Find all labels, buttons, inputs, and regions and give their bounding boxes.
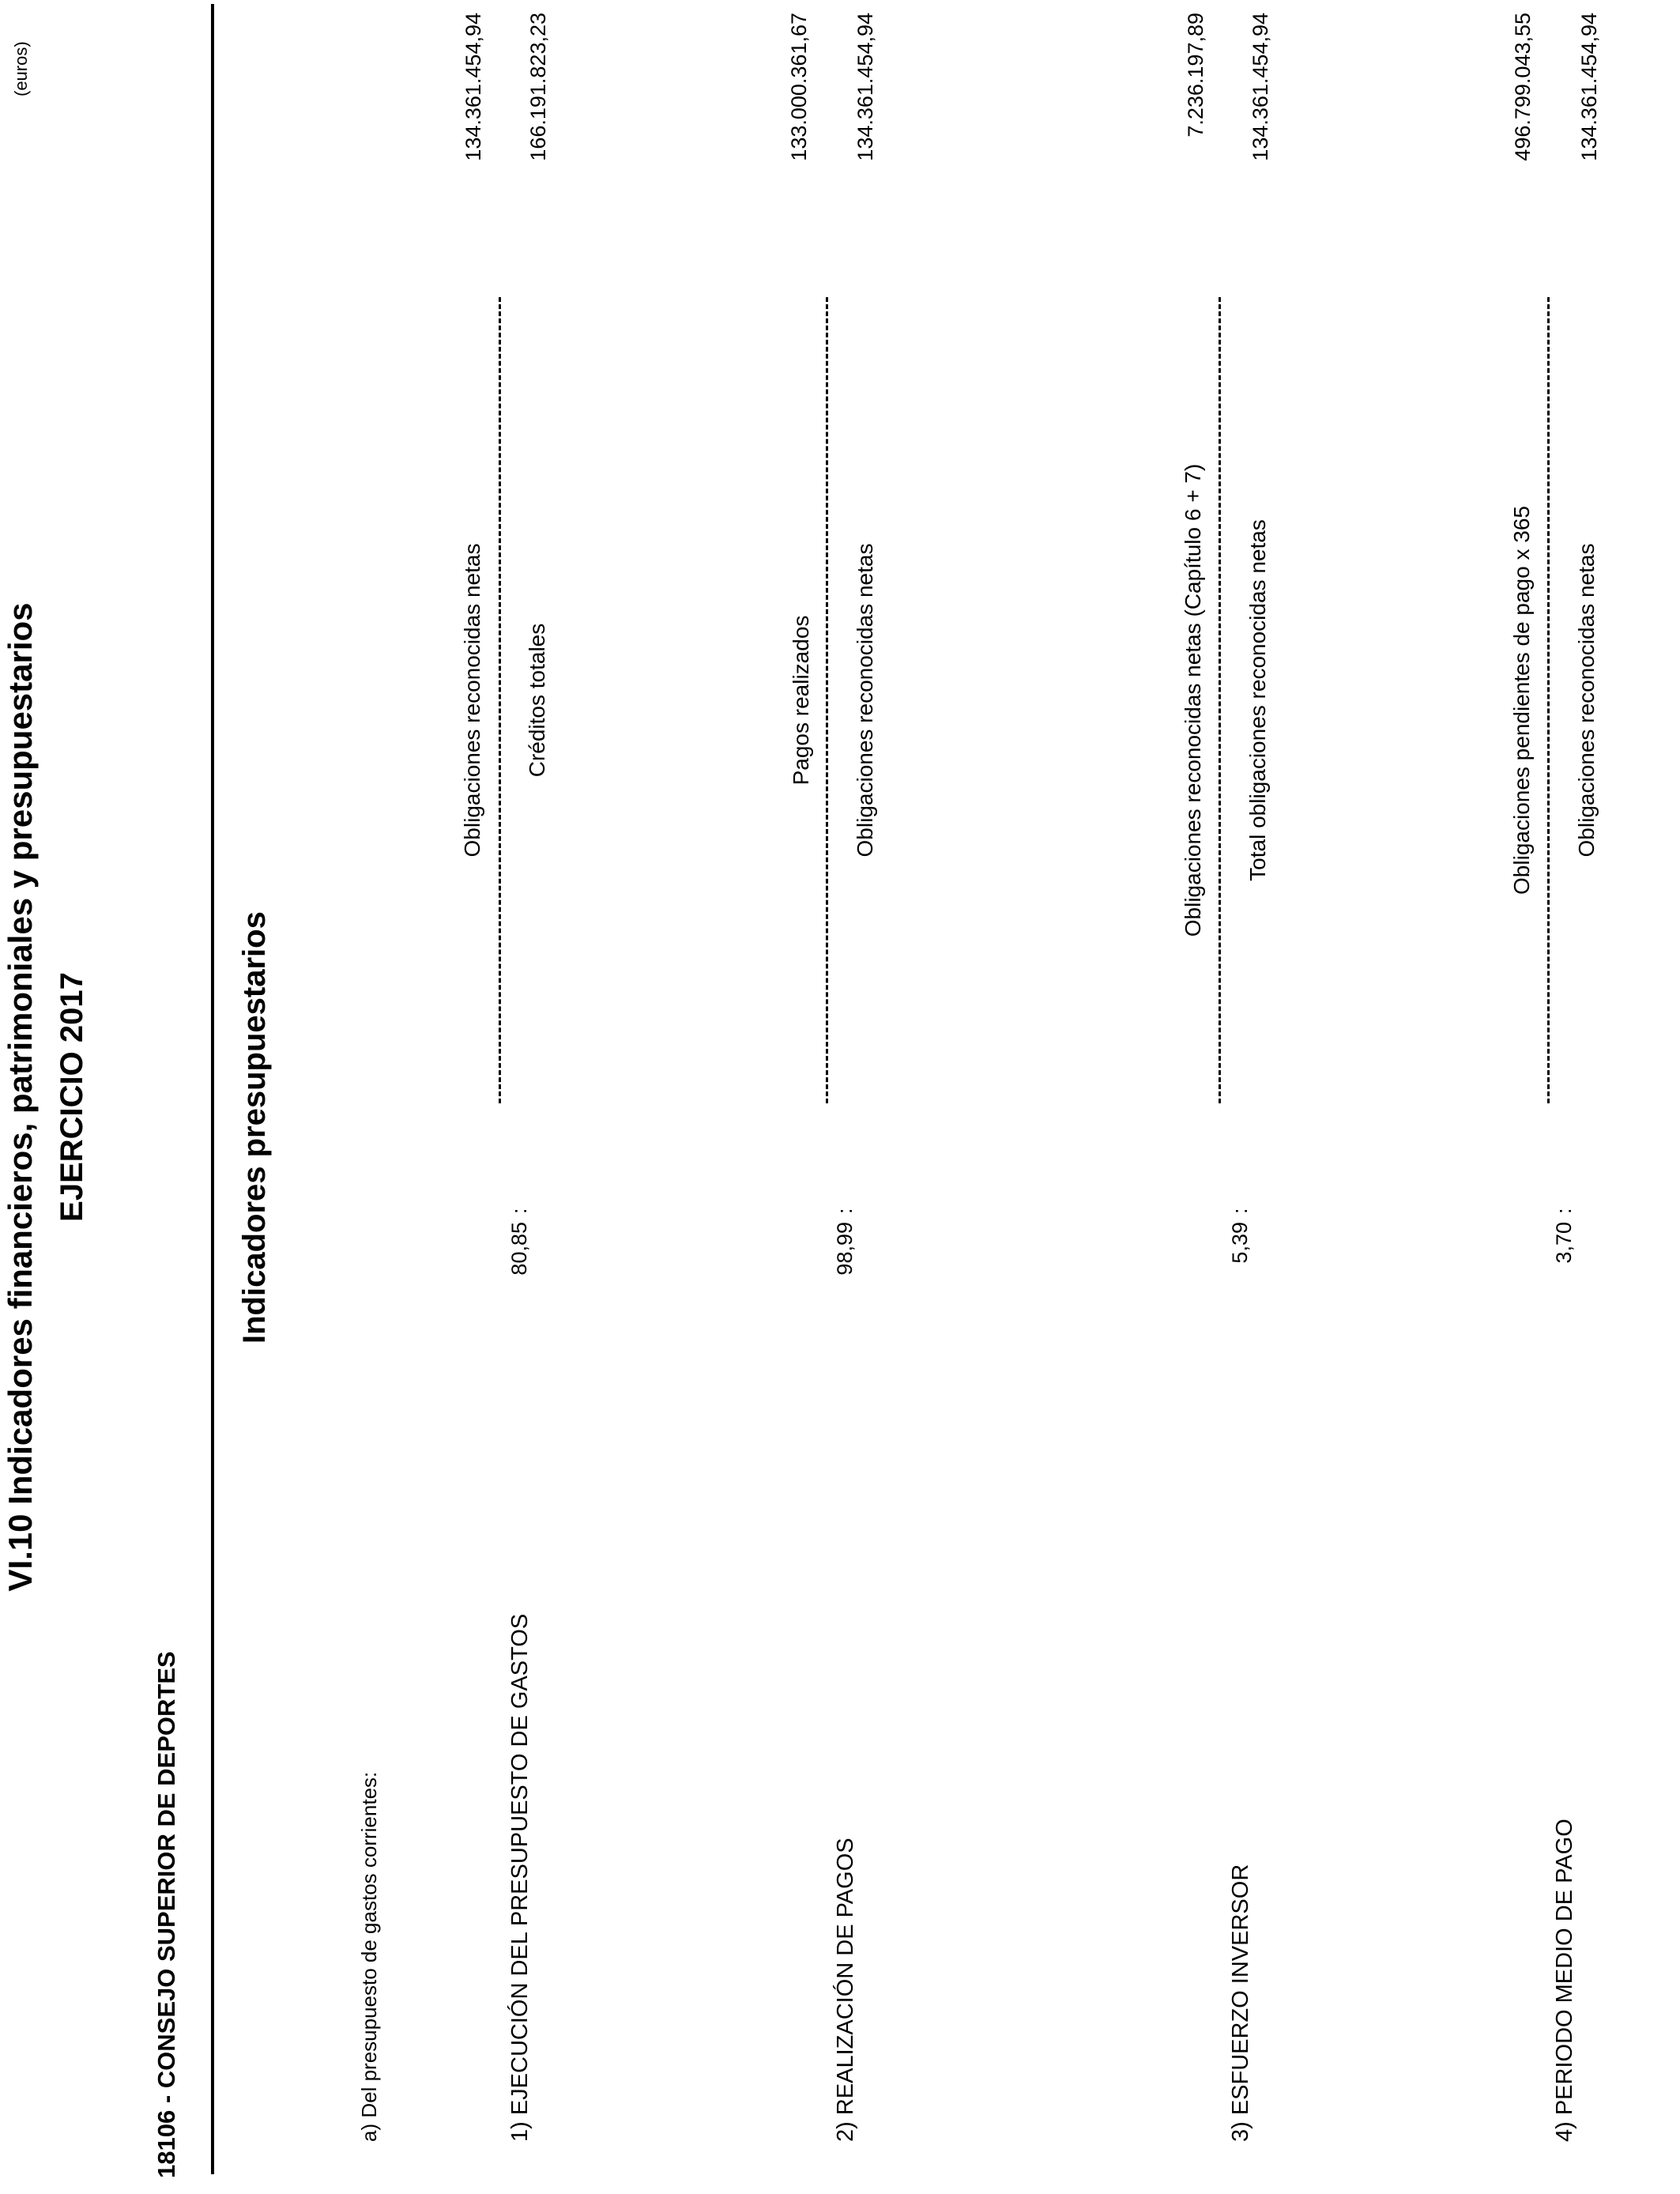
numerator-label: Obligaciones pendientes de pago x 365 <box>1509 506 1534 895</box>
report-title: VI.10 Indicadores financieros, patrimoniales y presupuestarios <box>2 602 39 1592</box>
denominator-amount: 166.191.823,23 <box>526 13 550 161</box>
fraction-line <box>1547 297 1550 1103</box>
indicator-value: 80,85 <box>507 1222 531 1276</box>
numerator-amount: 7.236.197,89 <box>1184 13 1207 138</box>
indicator-value: 98,99 <box>833 1222 857 1276</box>
denominator-amount: 134.361.454,94 <box>1249 13 1272 161</box>
indicator-colon: : <box>1552 1208 1576 1214</box>
numerator-amount: 496.799.043,55 <box>1511 13 1535 161</box>
indicator-colon: : <box>1228 1208 1252 1214</box>
numerator-label: Obligaciones reconocidas netas (Capítulo 6 + 7) <box>1181 463 1205 937</box>
denominator-amount: 134.361.454,94 <box>1577 13 1601 161</box>
header-rule <box>211 4 214 2174</box>
units-label: (euros) <box>11 41 31 96</box>
numerator-amount: 133.000.361,67 <box>787 13 811 161</box>
section-title: Indicadores presupuestarios <box>237 911 272 1344</box>
denominator-label: Créditos totales <box>525 623 549 778</box>
indicator-name: 3) ESFUERZO INVERSOR <box>1228 1864 1253 2142</box>
indicator-value: 5,39 <box>1228 1222 1252 1264</box>
numerator-amount: 134.361.454,94 <box>461 13 485 161</box>
indicator-name: 4) PERIODO MEDIO DE PAGO <box>1552 1819 1577 2142</box>
indicator-name: 2) REALIZACIÓN DE PAGOS <box>833 1838 858 2142</box>
fraction-line <box>826 297 828 1103</box>
exercise-year: EJERCICIO 2017 <box>55 972 89 1222</box>
fraction-line <box>499 297 501 1103</box>
fraction-line <box>1219 297 1221 1103</box>
denominator-amount: 134.361.454,94 <box>853 13 877 161</box>
indicator-value: 3,70 <box>1552 1222 1576 1264</box>
indicator-colon: : <box>833 1208 857 1214</box>
numerator-label: Obligaciones reconocidas netas <box>460 543 484 858</box>
denominator-label: Total obligaciones reconocidas netas <box>1245 519 1270 881</box>
indicator-colon: : <box>507 1208 531 1214</box>
numerator-label: Pagos realizados <box>789 615 813 786</box>
entity-name: 18106 - CONSEJO SUPERIOR DE DEPORTES <box>153 1651 180 2178</box>
indicator-name: 1) EJECUCIÓN DEL PRESUPUESTO DE GASTOS <box>507 1613 533 2142</box>
subsection-label: a) Del presupuesto de gastos corrientes: <box>357 1771 381 2142</box>
denominator-label: Obligaciones reconocidas netas <box>853 543 877 858</box>
denominator-label: Obligaciones reconocidas netas <box>1574 543 1599 858</box>
